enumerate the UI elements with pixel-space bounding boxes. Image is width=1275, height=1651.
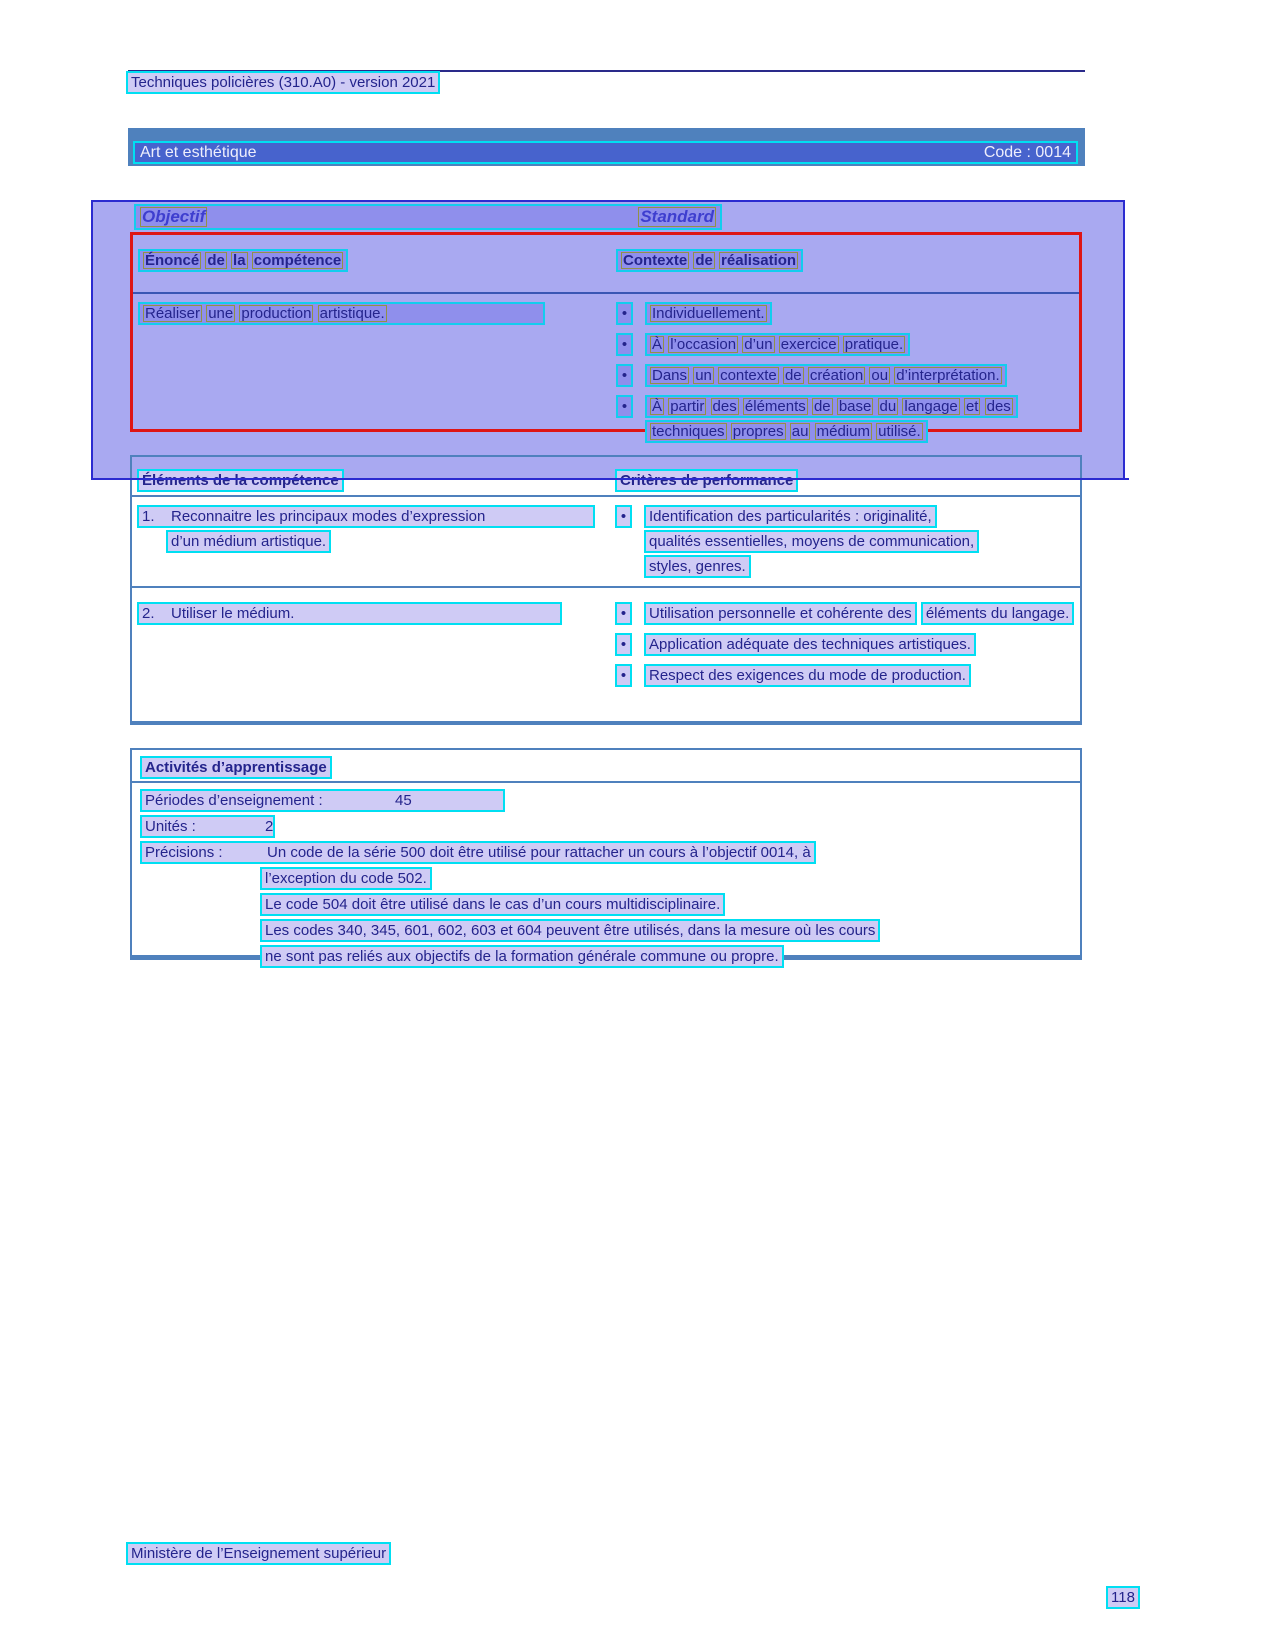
activities-table-body: [132, 783, 1080, 968]
objectif-heading: Objectif: [142, 207, 206, 226]
precisions-line: [140, 867, 1080, 890]
context-bullet-item: [616, 333, 1079, 358]
context-bullet-item: [616, 302, 1079, 327]
competence-table-header: [133, 235, 1079, 294]
precisions-text: Les codes 340, 345, 601, 602, 603 et 604 peuvent être utilisés, dans la mesure où les cours: [260, 919, 880, 942]
context-bullet-text: À l’occasion d’un exercice pratique.: [645, 333, 910, 356]
page-number-text: 118: [1106, 1586, 1140, 1609]
element-number: 2.: [142, 605, 155, 622]
element-item: [137, 505, 595, 528]
precisions-line: [140, 893, 1080, 916]
precisions-text: ne sont pas reliés aux objectifs de la formation générale commune ou propre.: [260, 945, 784, 968]
context-bullet-text: Dans un contexte de création ou d’interprétation.: [645, 364, 1007, 387]
criteria-bullet-item: [615, 602, 1080, 627]
bullet-icon: •: [615, 664, 632, 687]
bullet-icon: •: [616, 333, 633, 356]
units-value: 2: [265, 818, 274, 835]
objectif-standard-heading: [134, 204, 722, 230]
precisions-item: [140, 841, 816, 864]
bullet-icon: •: [615, 602, 632, 625]
bullet-icon: •: [616, 364, 633, 387]
objectif-standard-highlight: [134, 204, 722, 230]
competence-statement: Réaliser une production artistique.: [138, 302, 545, 325]
units-line: [140, 815, 1080, 838]
criteria-text: Utilisation personnelle et cohérente des: [644, 602, 917, 625]
criteria-bullet-item: [615, 633, 1080, 658]
page-header-text: Techniques policières (310.A0) - version 2021: [126, 71, 440, 94]
precisions-line: [140, 919, 1080, 942]
elements-table-header: [132, 457, 1080, 497]
precisions-line: [140, 841, 1080, 864]
standard-heading: Standard: [640, 207, 714, 226]
context-bullet-item: [616, 364, 1079, 389]
elements-header: Éléments de la compétence: [137, 469, 344, 492]
element-number: 1.: [142, 508, 155, 525]
periods-item: [140, 789, 505, 812]
criteres-header: Critères de performance: [615, 469, 798, 492]
element-item: [137, 602, 562, 625]
section-title-highlight: [133, 141, 1078, 164]
precisions-text: Un code de la série 500 doit être utilisé pour rattacher un cours à l’objectif 0014, à: [267, 844, 811, 861]
criteria-text: éléments du langage.: [921, 602, 1074, 625]
criteria-text: styles, genres.: [644, 555, 751, 578]
criteria-text: Application adéquate des techniques artistiques.: [644, 633, 976, 656]
activities-table: [130, 748, 1082, 965]
bullet-icon: •: [615, 505, 632, 528]
page-header: [126, 71, 440, 94]
precisions-label: Précisions :: [145, 844, 223, 861]
precisions-line: [140, 945, 1080, 968]
criteria-text: qualités essentielles, moyens de communication,: [644, 530, 979, 553]
contexte-header: Contexte de réalisation: [616, 249, 803, 272]
precisions-text: Le code 504 doit être utilisé dans le cas d’un cours multidisciplinaire.: [260, 893, 725, 916]
section-title: Art et esthétique: [140, 143, 257, 161]
criteria-text: Identification des particularités : originalité,: [644, 505, 937, 528]
context-bullet-item: [616, 395, 1079, 445]
periods-value: 45: [395, 792, 412, 809]
elements-table: [130, 455, 1082, 725]
element-text: d’un médium artistique.: [166, 530, 331, 553]
elements-table-row: [132, 588, 1080, 695]
element-text: Reconnaitre les principaux modes d’expression: [171, 508, 486, 525]
enonce-header: Énoncé de la compétence: [138, 249, 348, 272]
context-bullet-text: techniques propres au médium utilisé.: [645, 420, 928, 443]
periods-line: [140, 789, 1080, 812]
competence-table-body: [133, 294, 1079, 451]
bullet-icon: •: [616, 302, 633, 325]
activities-title: Activités d’apprentissage: [140, 756, 332, 779]
page-number: [1106, 1586, 1140, 1609]
units-item: [140, 815, 275, 838]
page-footer-text: Ministère de l’Enseignement supérieur: [126, 1542, 391, 1565]
bullet-icon: •: [615, 633, 632, 656]
precisions-text: l’exception du code 502.: [260, 867, 432, 890]
periods-label: Périodes d’enseignement :: [145, 792, 323, 809]
element-text: Utiliser le médium.: [171, 605, 295, 622]
elements-table-row: [132, 497, 1080, 588]
page-footer: [126, 1542, 391, 1565]
criteria-bullet-item: [615, 505, 1080, 580]
context-bullet-text: À partir des éléments de base du langage et des: [645, 395, 1018, 418]
criteria-bullet-item: [615, 664, 1080, 689]
section-code: Code : 0014: [983, 143, 1071, 161]
units-label: Unités :: [145, 818, 196, 835]
context-bullet-text: Individuellement.: [645, 302, 772, 325]
activities-table-header: [132, 750, 1080, 783]
section-title-bar: [128, 128, 1085, 166]
criteria-text: Respect des exigences du mode de production.: [644, 664, 971, 687]
selection-overlay-bottom-border: [91, 478, 1129, 480]
bullet-icon: •: [616, 395, 633, 418]
competence-table: [130, 232, 1082, 440]
